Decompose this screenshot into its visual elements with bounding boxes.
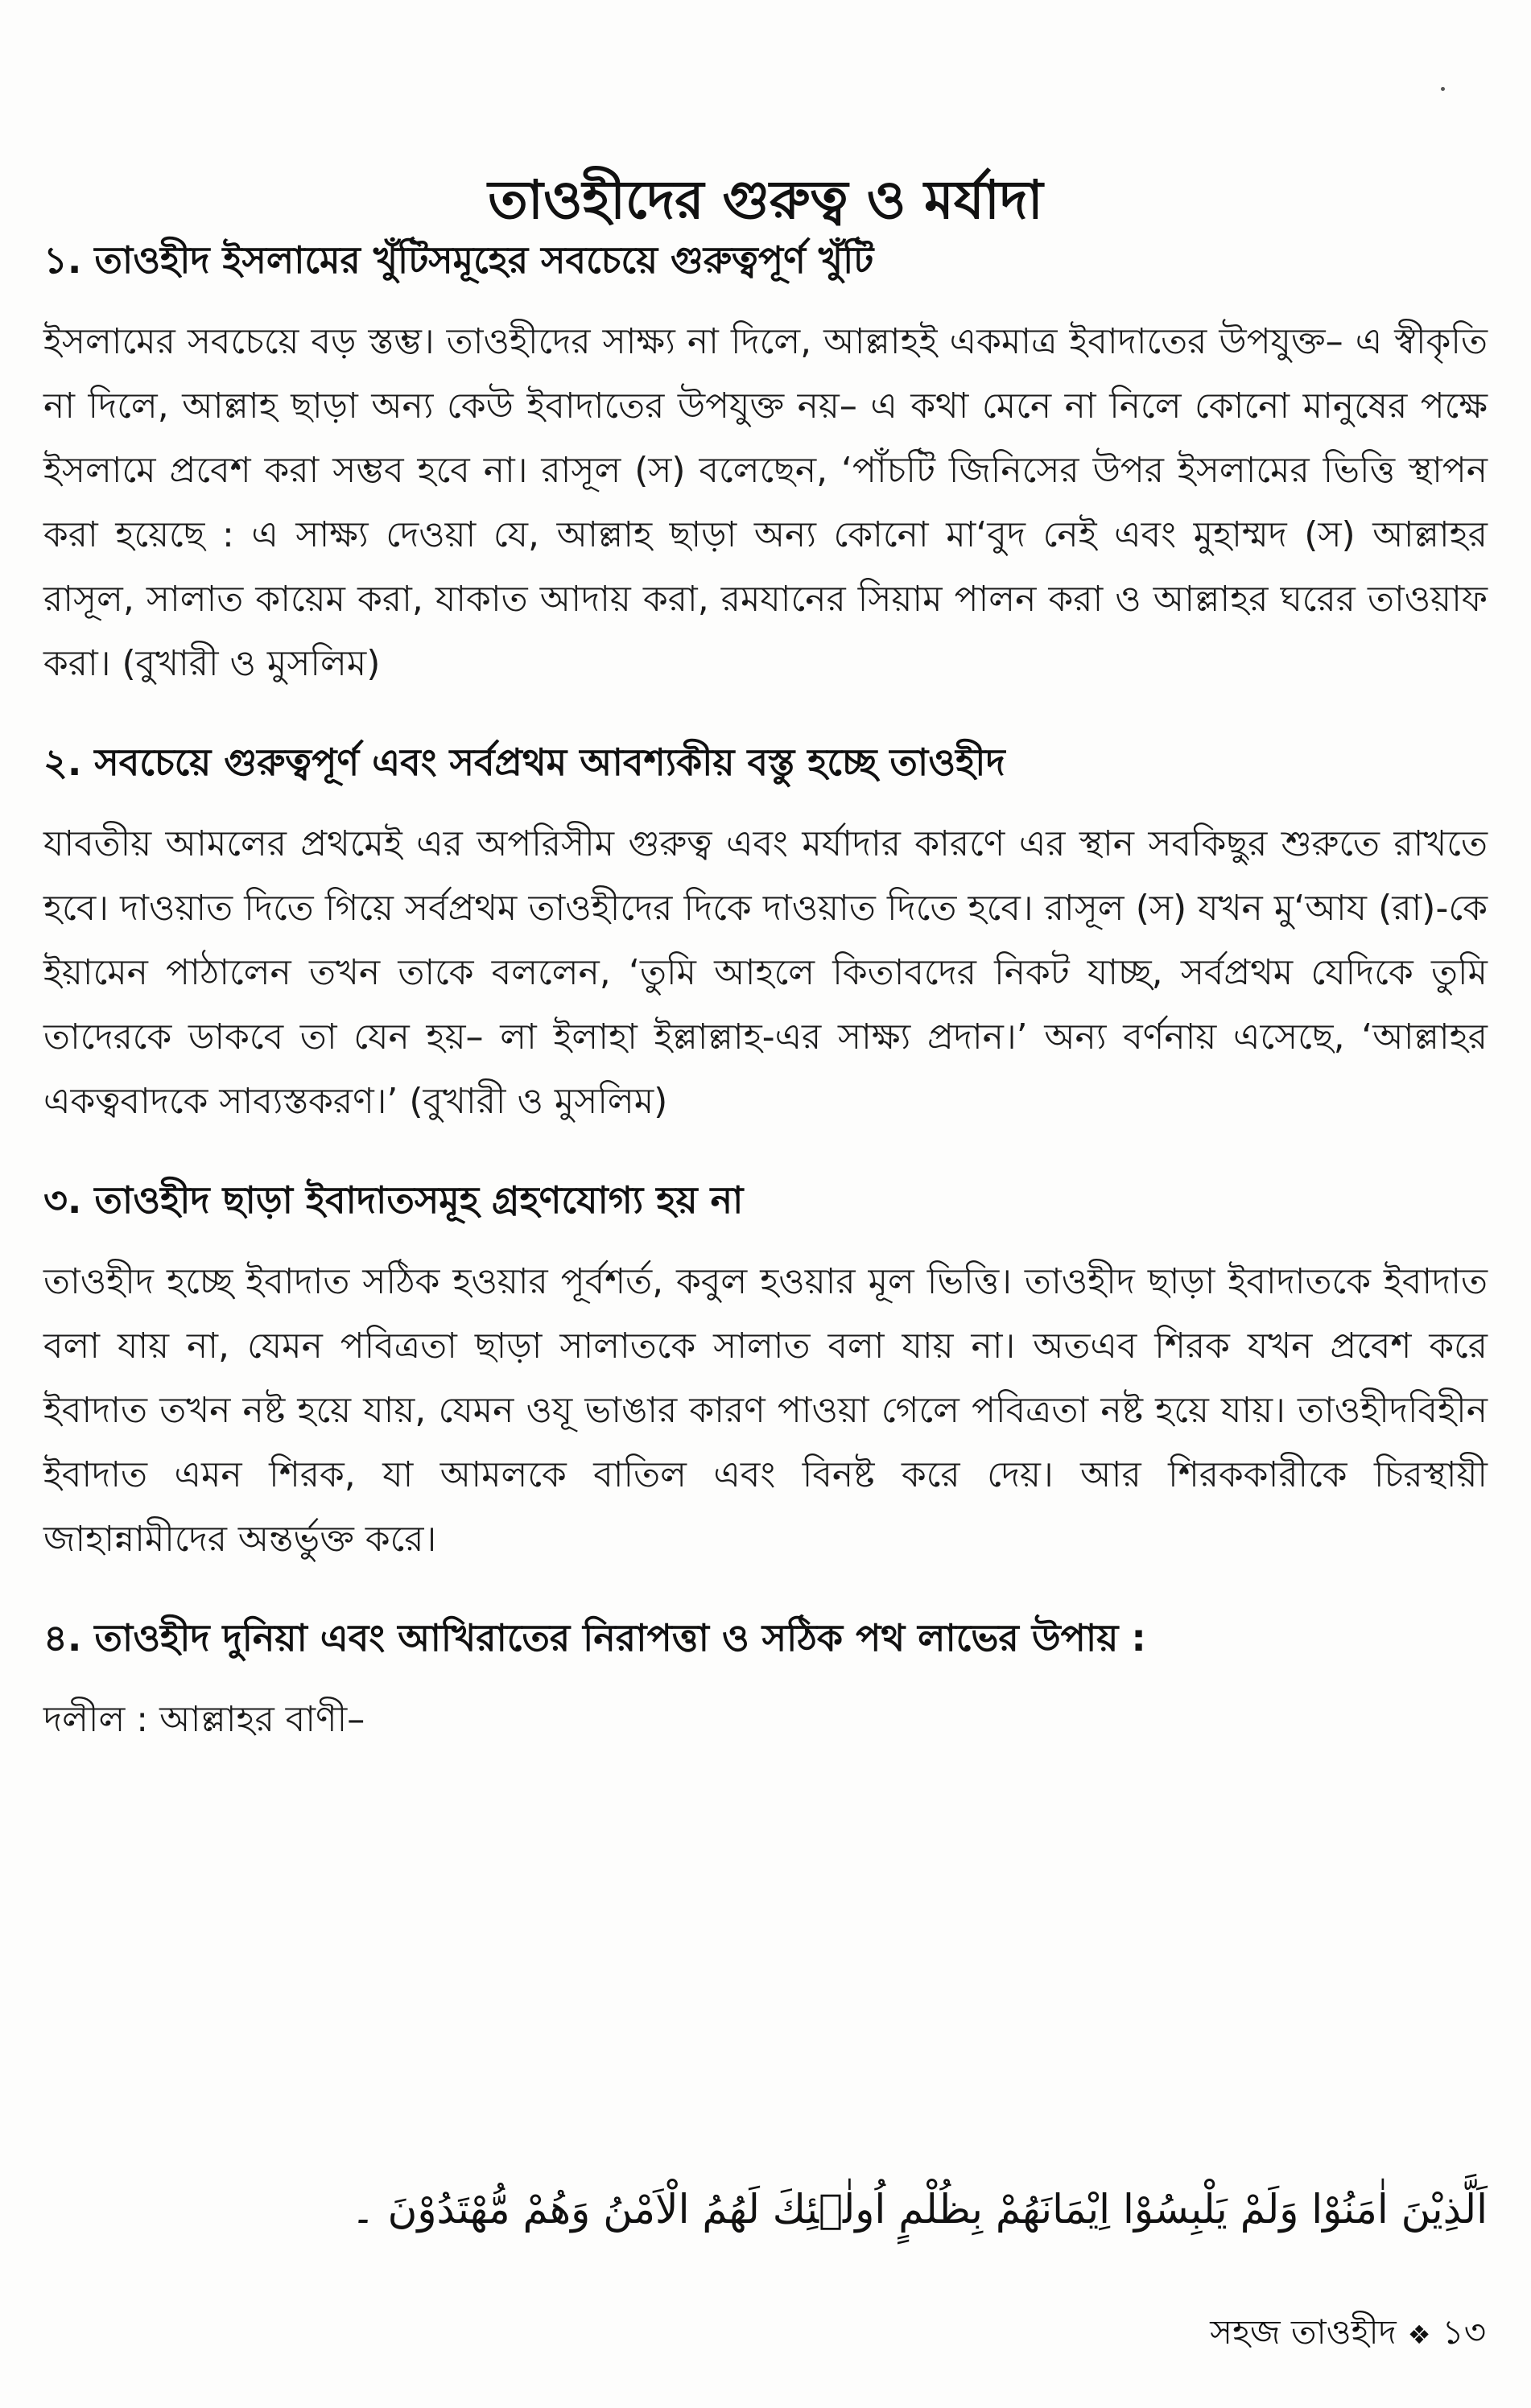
section-body: ইসলামের সবচেয়ে বড় স্তম্ভ। তাওহীদের সাক্ষ্য না দিলে, আল্লাহই একমাত্র ইবাদাতের উপযুক্ত– এ স্বীকৃতি না দিলে, আল্লাহ ছাড়া অন্য কেউ ইবাদাতের উপযুক্ত নয়– এ কথা মেনে না নিলে কোনো মানুষের পক্ষে ইসলামে প্রবেশ করা সম্ভব হবে না। রাসূল (স) বলেছেন, ‘পাঁচটি জিনিসের উপর ইসলামের ভিত্তি স্থাপন করা হয়েছে : এ সাক্ষ্য দেওয়া যে, আল্লাহ ছাড়া অন্য কোনো মা‘বুদ নেই এবং মুহাম্মদ (স) আল্লাহর রাসূল, সালাত কায়েম করা, যাকাত আদায় করা, রমযানের সিয়াম পালন করা ও আল্লাহর ঘরের তাওয়াফ করা। (বুখারী ও মুসলিম) — [43, 321, 1488, 684]
dalil-label: দলীল : আল্লাহর বাণী– — [43, 1699, 365, 1740]
ornament-icon: ❖ — [1407, 2319, 1431, 2350]
section-heading: ৩. তাওহীদ ছাড়া ইবাদাতসমূহ গ্রহণযোগ্য হয় না — [43, 1178, 744, 1222]
section-body: তাওহীদ হচ্ছে ইবাদাত সঠিক হওয়ার পূর্বশর্ত, কবুল হওয়ার মূল ভিত্তি। তাওহীদ ছাড়া ইবাদাতকে ইবাদাত বলা যায় না, যেমন পবিত্রতা ছাড়া সালাতকে সালাত বলা যায় না। অতএব শিরক যখন প্রবেশ করে ইবাদাত তখন নষ্ট হয়ে যায়, যেমন ওযূ ভাঙার কারণ পাওয়া গেলে পবিত্রতা নষ্ট হয়ে যায়। তাওহীদবিহীন ইবাদাত এমন শিরক, যা আমলকে বাতিল এবং বিনষ্ট করে দেয়। আর শিরককারীকে চিরস্থায়ী জাহান্নামীদের অন্তর্ভুক্ত করে। — [43, 1261, 1488, 1560]
section-heading: ৪. তাওহীদ দুনিয়া এবং আখিরাতের নিরাপত্তা ও সঠিক পথ লাভের উপায় : — [43, 1616, 1146, 1660]
quran-verse: اَلَّذِيْنَ اٰمَنُوْا وَلَمْ يَلْبِسُوْا اِيْمَانَهُمْ بِظُلْمٍ اُولٰۤئِكَ لَهُمُ الْاَمْنُ وَهُمْ مُّهْتَدُوْنَ ۔ — [351, 2186, 1488, 2233]
section-heading: ২. সবচেয়ে গুরুত্বপূর্ণ এবং সর্বপ্রথম আবশ্যকীয় বস্তু হচ্ছে তাওহীদ — [43, 740, 1005, 784]
print-speck — [1441, 87, 1445, 91]
page-number: ১৩ — [1442, 2312, 1486, 2352]
section-4 — [43, 1607, 1488, 1752]
section-heading: ১. তাওহীদ ইসলামের খুঁটিসমূহের সবচেয়ে গুরুত্বপূর্ণ খুঁটি — [43, 238, 874, 282]
page-footer — [1210, 2308, 1486, 2359]
page-content — [43, 229, 1488, 1752]
section-body: যাবতীয় আমলের প্রথমেই এর অপরিসীম গুরুত্ব এবং মর্যাদার কারণে এর স্থান সবকিছুর শুরুতে রাখতে হবে। দাওয়াত দিতে গিয়ে সর্বপ্রথম তাওহীদের দিকে দাওয়াত দিতে হবে। রাসূল (স) যখন মু‘আয (রা)-কে ইয়ামেন পাঠালেন তখন তাকে বললেন, ‘তুমি আহলে কিতাবদের নিকট যাচ্ছ, সর্বপ্রথম যেদিকে তুমি তাদেরকে ডাকবে তা যেন হয়– লা ইলাহা ইল্লাল্লাহ-এর সাক্ষ্য প্রদান।’ অন্য বর্ণনায় এসেছে, ‘আল্লাহর একত্ববাদকে সাব্যস্তকরণ।’ (বুখারী ও মুসলিম) — [43, 823, 1488, 1122]
section-2 — [43, 732, 1488, 1134]
section-3 — [43, 1169, 1488, 1572]
running-title: সহজ তাওহীদ — [1210, 2312, 1397, 2352]
section-1 — [43, 229, 1488, 696]
page-title: তাওহীদের গুরুত্ব ও মর্যাদা — [488, 169, 1043, 232]
